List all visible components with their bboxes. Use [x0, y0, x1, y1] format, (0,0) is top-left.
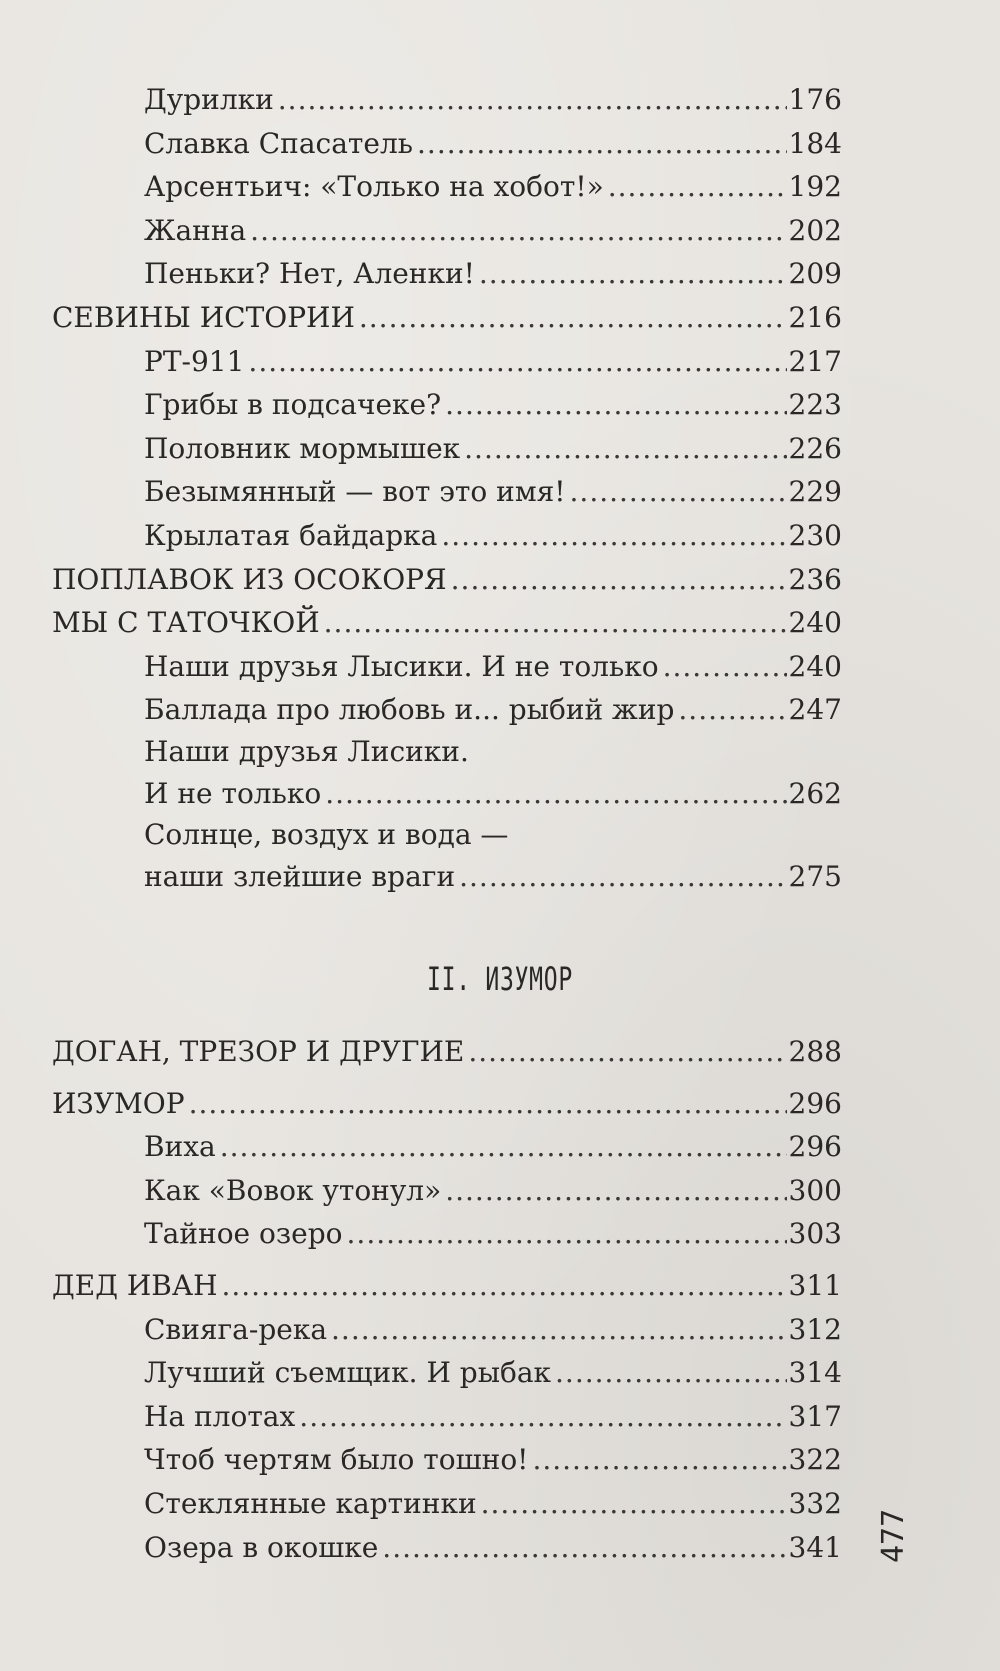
toc-chapter-entry	[52, 601, 842, 645]
toc-story-entry	[52, 427, 842, 471]
toc-story-entry	[52, 252, 842, 296]
entry-page-number: 247	[788, 693, 842, 727]
dot-leader	[359, 296, 787, 340]
entry-page-number: 314	[788, 1356, 842, 1390]
entry-title-line2: наши злейшие враги	[144, 859, 456, 893]
dot-leader	[325, 772, 786, 815]
toc-section-part1	[52, 78, 842, 898]
entry-title: РТ-911	[144, 344, 245, 378]
entry-page-number: 230	[788, 518, 842, 552]
dot-leader	[479, 252, 787, 296]
toc-story-entry	[52, 122, 842, 166]
toc-story-entry	[52, 732, 842, 815]
spacer	[52, 1074, 842, 1082]
dot-leader	[331, 1308, 787, 1352]
dot-leader	[347, 1212, 787, 1256]
entry-page-number: 176	[788, 83, 842, 116]
toc-chapter-entry	[52, 296, 842, 340]
entry-title: Крылатая байдарка	[144, 518, 438, 552]
entry-title: Половник мормышек	[144, 431, 461, 465]
entry-page-number: 216	[788, 300, 842, 334]
entry-title-line1: Солнце, воздух и вода —	[144, 817, 509, 851]
entry-title: МЫ С ТАТОЧКОЙ	[52, 606, 320, 640]
entry-page-number: 341	[788, 1530, 842, 1564]
dot-leader	[382, 1526, 786, 1570]
entry-title: Арсентьич: «Только на хобот!»	[144, 170, 604, 204]
dot-leader	[532, 1438, 786, 1482]
dot-leader	[278, 78, 787, 122]
entry-title: Тайное озеро	[144, 1217, 343, 1251]
dot-leader	[324, 601, 787, 645]
toc-section-part2	[52, 1030, 842, 1569]
dot-leader	[221, 1264, 786, 1308]
entry-title: Лучший съемщик. И рыбак	[144, 1356, 552, 1390]
entry-page-number: 322	[788, 1443, 842, 1477]
entry-title: Грибы в подсачеке?	[144, 388, 442, 422]
dot-leader	[464, 427, 786, 471]
dot-leader	[451, 558, 787, 602]
toc-chapter-entry	[52, 558, 842, 602]
entry-title: СЕВИНЫ ИСТОРИИ	[52, 300, 355, 334]
entry-page-number: 209	[788, 257, 842, 291]
entry-page-number: 202	[788, 213, 842, 247]
dot-leader	[220, 1125, 787, 1169]
entry-title: Озера в окошке	[144, 1530, 379, 1564]
dot-leader	[250, 209, 786, 253]
entry-page-number: 275	[788, 859, 842, 893]
entry-page-number: 240	[788, 606, 842, 640]
toc-list	[52, 78, 842, 732]
entry-title: ИЗУМОР	[52, 1086, 185, 1120]
toc-story-entry	[52, 78, 842, 122]
toc-story-entry	[52, 514, 842, 558]
entry-page-number: 223	[788, 388, 842, 422]
toc-story-entry	[52, 1125, 842, 1169]
entry-title: Виха	[144, 1130, 216, 1164]
toc-story-entry	[52, 1395, 842, 1439]
entry-title: Жанна	[144, 213, 247, 247]
entry-page-number: 240	[788, 649, 842, 683]
toc-list	[52, 1030, 842, 1569]
entry-title: Дурилки	[144, 83, 274, 116]
entry-page-number: 312	[788, 1312, 842, 1346]
dot-leader	[459, 855, 786, 898]
entry-title: Свияга-река	[144, 1312, 328, 1346]
toc-list-multiline	[52, 732, 842, 898]
dot-leader	[555, 1351, 787, 1395]
dot-leader	[570, 470, 787, 514]
entry-title: Чтоб чертям было тошно!	[144, 1443, 529, 1477]
entry-page-number: 300	[788, 1173, 842, 1207]
toc-story-entry	[52, 1351, 842, 1395]
entry-page-number: 226	[788, 431, 842, 465]
dot-leader	[441, 514, 786, 558]
dot-leader	[445, 383, 786, 427]
toc-chapter-entry	[52, 1264, 842, 1308]
dot-leader	[417, 122, 787, 166]
entry-title: Как «Вовок утонул»	[144, 1173, 442, 1207]
dot-leader	[481, 1482, 787, 1526]
toc-story-entry	[52, 470, 842, 514]
entry-title: ДЕД ИВАН	[52, 1268, 218, 1302]
toc-story-entry	[52, 383, 842, 427]
dot-leader	[299, 1395, 786, 1439]
entry-page-number: 229	[788, 475, 842, 509]
entry-title: Баллада про любовь и... рыбий жир	[144, 693, 675, 727]
toc-chapter-entry	[52, 1082, 842, 1126]
entry-page-number: 296	[788, 1086, 842, 1120]
entry-title-line2: И не только	[144, 776, 322, 810]
toc-story-entry	[52, 1169, 842, 1213]
dot-leader	[248, 340, 786, 384]
toc-story-entry	[52, 1482, 842, 1526]
entry-title: Пеньки? Нет, Аленки!	[144, 257, 475, 291]
entry-page-number: 288	[788, 1035, 842, 1068]
spacer	[52, 1256, 842, 1264]
entry-page-number: 332	[788, 1486, 842, 1520]
entry-title: Славка Спасатель	[144, 126, 414, 160]
toc-story-entry	[52, 209, 842, 253]
toc-story-entry	[52, 165, 842, 209]
toc-chapter-entry	[52, 1030, 842, 1074]
entry-title-line2-row	[144, 855, 842, 898]
entry-page-number: 262	[788, 776, 842, 810]
entry-page-number: 296	[788, 1130, 842, 1164]
entry-page-number: 184	[788, 126, 842, 160]
entry-page-number: 317	[788, 1399, 842, 1433]
toc-story-entry	[52, 688, 842, 732]
entry-title: Наши друзья Лысики. И не только	[144, 649, 659, 683]
toc-story-entry	[52, 1526, 842, 1570]
entry-title: Безымянный — вот это имя!	[144, 475, 566, 509]
part-heading: II. ИЗУМОР	[427, 960, 573, 998]
toc-story-entry	[52, 1212, 842, 1256]
dot-leader	[189, 1082, 787, 1126]
dot-leader	[468, 1030, 786, 1074]
dot-leader	[678, 688, 786, 732]
entry-page-number: 217	[788, 344, 842, 378]
toc-story-entry	[52, 645, 842, 689]
entry-title: ПОПЛАВОК ИЗ ОСОКОРЯ	[52, 562, 447, 596]
entry-page-number: 303	[788, 1217, 842, 1251]
entry-title: Стеклянные картинки	[144, 1486, 477, 1520]
dot-leader	[663, 645, 787, 689]
entry-title-line2-row	[144, 772, 842, 815]
page-number: 477	[876, 1508, 911, 1564]
dot-leader	[608, 165, 787, 209]
entry-title: На плотах	[144, 1399, 296, 1433]
toc-story-entry	[52, 1308, 842, 1352]
entry-page-number: 192	[788, 170, 842, 204]
entry-page-number: 236	[788, 562, 842, 596]
entry-title-line1: Наши друзья Лисики.	[144, 734, 469, 768]
toc-story-entry	[52, 1438, 842, 1482]
dot-leader	[445, 1169, 786, 1213]
entry-title: ДОГАН, ТРЕЗОР И ДРУГИЕ	[52, 1035, 465, 1068]
toc-story-entry	[52, 340, 842, 384]
toc-story-entry	[52, 815, 842, 898]
entry-page-number: 311	[788, 1268, 842, 1302]
